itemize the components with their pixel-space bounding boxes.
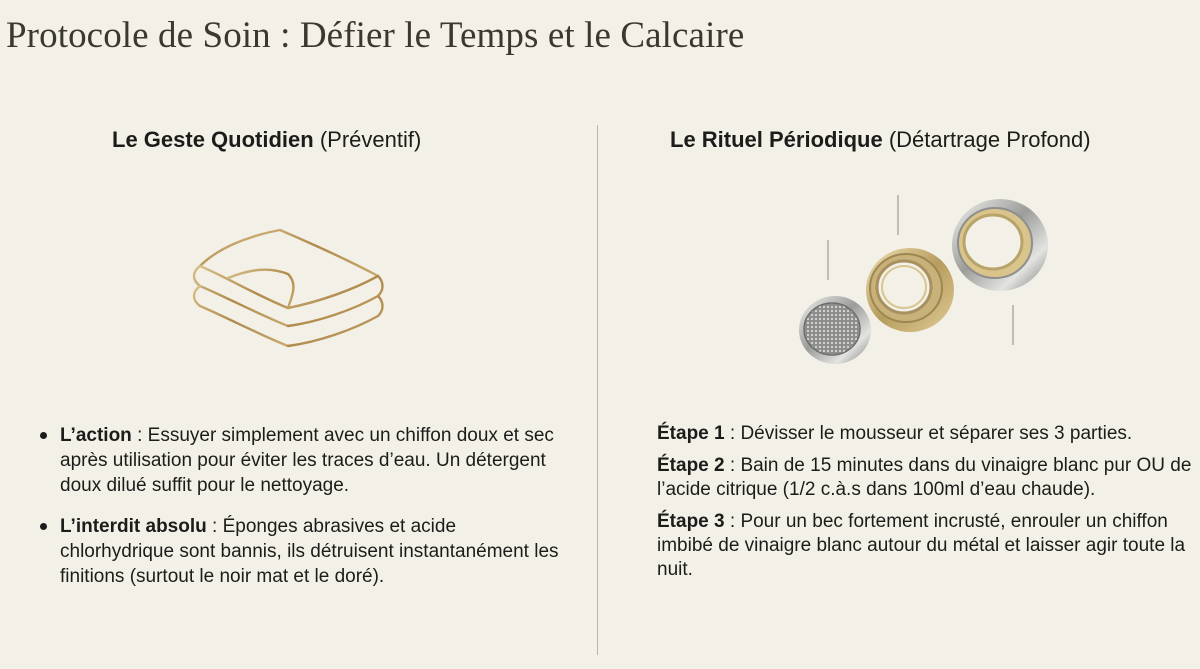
- bullet-text: Éponges abrasives et acide chlorhydrique sont bannis, ils détruisent instantanément les finitions (surtout le noir mat et le doré).: [60, 516, 559, 587]
- step-text: Dévisser le mousseur et séparer ses 3 parties.: [740, 423, 1133, 444]
- left-bullet-list: [40, 423, 560, 605]
- page-title: Protocole de Soin : Défier le Temps et le Calcaire: [6, 15, 745, 56]
- right-heading-sub: (Détartrage Profond): [888, 127, 1091, 152]
- aerator-parts-icon: [790, 185, 1060, 375]
- step-text: Pour un bec fortement incrusté, enrouler un chiffon imbibé de vinaigre blanc autour du métal et laisser agir toute la nuit.: [657, 511, 1186, 580]
- brass-insert: [866, 248, 954, 332]
- left-column-heading: [112, 127, 421, 153]
- bullet-label: L’action: [60, 425, 132, 446]
- step-label: Étape 3: [657, 511, 725, 532]
- column-divider: [597, 125, 598, 655]
- left-heading-bold: Le Geste Quotidien: [112, 127, 314, 152]
- step-label: Étape 1: [657, 423, 725, 444]
- list-item: [657, 510, 1197, 582]
- right-heading-bold: Le Rituel Périodique: [670, 127, 883, 152]
- bullet-text: Essuyer simplement avec un chiffon doux et sec après utilisation pour éviter les traces d’eau. Un détergent doux dilué suffit pour le nettoyage.: [60, 425, 554, 496]
- bullet-dot: [40, 432, 47, 439]
- left-heading-sub: (Préventif): [319, 127, 422, 152]
- step-separator: :: [724, 511, 741, 532]
- bullet-label: L’interdit absolu: [60, 516, 207, 537]
- step-label: Étape 2: [657, 455, 725, 476]
- bullet-dot: [40, 523, 47, 530]
- list-item: [657, 454, 1197, 502]
- right-step-list: [657, 422, 1197, 590]
- step-separator: :: [724, 455, 741, 476]
- bullet-separator: :: [131, 425, 148, 446]
- step-text: Bain de 15 minutes dans du vinaigre blanc pur OU de l’acide citrique (1/2 c.à.s dans 100ml d’eau chaude).: [657, 455, 1192, 500]
- list-item: [40, 514, 560, 589]
- step-separator: :: [724, 423, 741, 444]
- mesh-screen: [799, 296, 871, 364]
- folded-towel-icon: [188, 218, 388, 358]
- list-item: [657, 422, 1197, 446]
- bullet-separator: :: [206, 516, 223, 537]
- right-column-heading: [670, 127, 1091, 153]
- list-item: [40, 423, 560, 498]
- chrome-housing: [952, 199, 1048, 291]
